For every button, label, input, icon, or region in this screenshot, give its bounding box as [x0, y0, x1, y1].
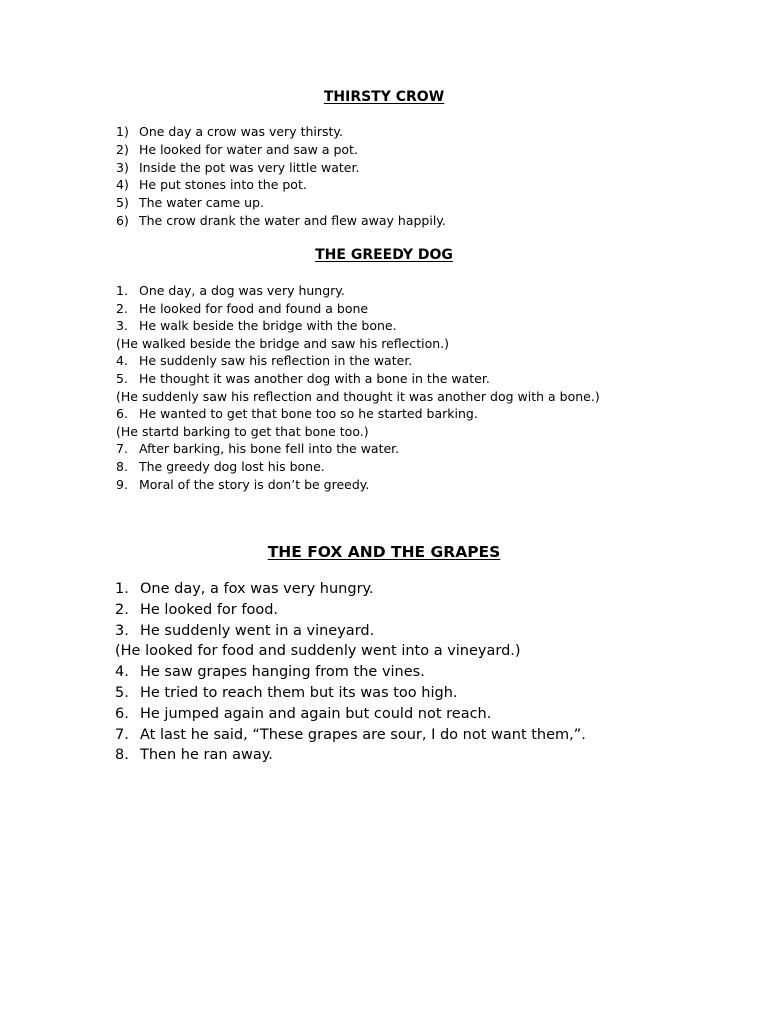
- list-item: 4) He put stones into the pot.: [116, 177, 307, 193]
- list-item: 2. He looked for food and found a bone: [116, 300, 369, 316]
- list-item: 3) Inside the pot was very little water.: [116, 159, 360, 175]
- list-item: 7. After barking, his bone fell into the water.: [116, 441, 400, 457]
- list-item: 6. He jumped again and again but could not reach.: [115, 705, 492, 722]
- list-item: 8. The greedy dog lost his bone.: [116, 458, 325, 474]
- list-item: 4. He suddenly saw his reflection in the water.: [116, 353, 413, 369]
- list-item: 1. One day, a fox was very hungry.: [115, 581, 374, 597]
- list-item: 9. Moral of the story is don’t be greedy.: [116, 476, 370, 492]
- list-item: 6. He wanted to get that bone too so he started barking.: [116, 406, 478, 422]
- list-item: 8. Then he ran away.: [115, 747, 273, 764]
- list-item: 2. He looked for food.: [115, 601, 279, 618]
- correction-note: (He looked for food and suddenly went into a vineyard.): [115, 643, 521, 660]
- fox-and-grapes-list: [115, 579, 586, 766]
- list-item: 4. He saw grapes hanging from the vines.: [115, 664, 425, 681]
- section-title-thirsty-crow: THIRSTY CROW: [323, 89, 445, 105]
- section-title-greedy-dog: THE GREEDY DOG: [315, 247, 453, 263]
- list-item: 1. One day, a dog was very hungry.: [116, 283, 345, 298]
- list-item: 5. He thought it was another dog with a bone in the water.: [116, 370, 490, 386]
- correction-note: (He walked beside the bridge and saw his reflection.): [116, 335, 449, 351]
- list-item: 5. He tried to reach them but its was too high.: [115, 684, 458, 701]
- list-item: 3. He suddenly went in a vineyard.: [115, 622, 375, 639]
- list-item: 3. He walk beside the bridge with the bone.: [116, 318, 397, 334]
- list-item: 7. At last he said, “These grapes are sour, I do not want them,”.: [115, 726, 586, 743]
- thirsty-crow-list: [116, 123, 446, 230]
- correction-note: (He startd barking to get that bone too.): [116, 423, 369, 439]
- list-item: 6) The crow drank the water and flew away happily.: [116, 212, 446, 228]
- list-item: 1) One day a crow was very thirsty.: [116, 124, 344, 139]
- list-item: 5) The water came up.: [116, 195, 265, 211]
- list-item: 2) He looked for water and saw a pot.: [116, 141, 358, 157]
- section-title-fox-and-grapes: THE FOX AND THE GRAPES: [267, 543, 501, 561]
- correction-note: (He suddenly saw his reflection and thought it was another dog with a bone.): [116, 388, 600, 404]
- greedy-dog-list: [116, 282, 600, 493]
